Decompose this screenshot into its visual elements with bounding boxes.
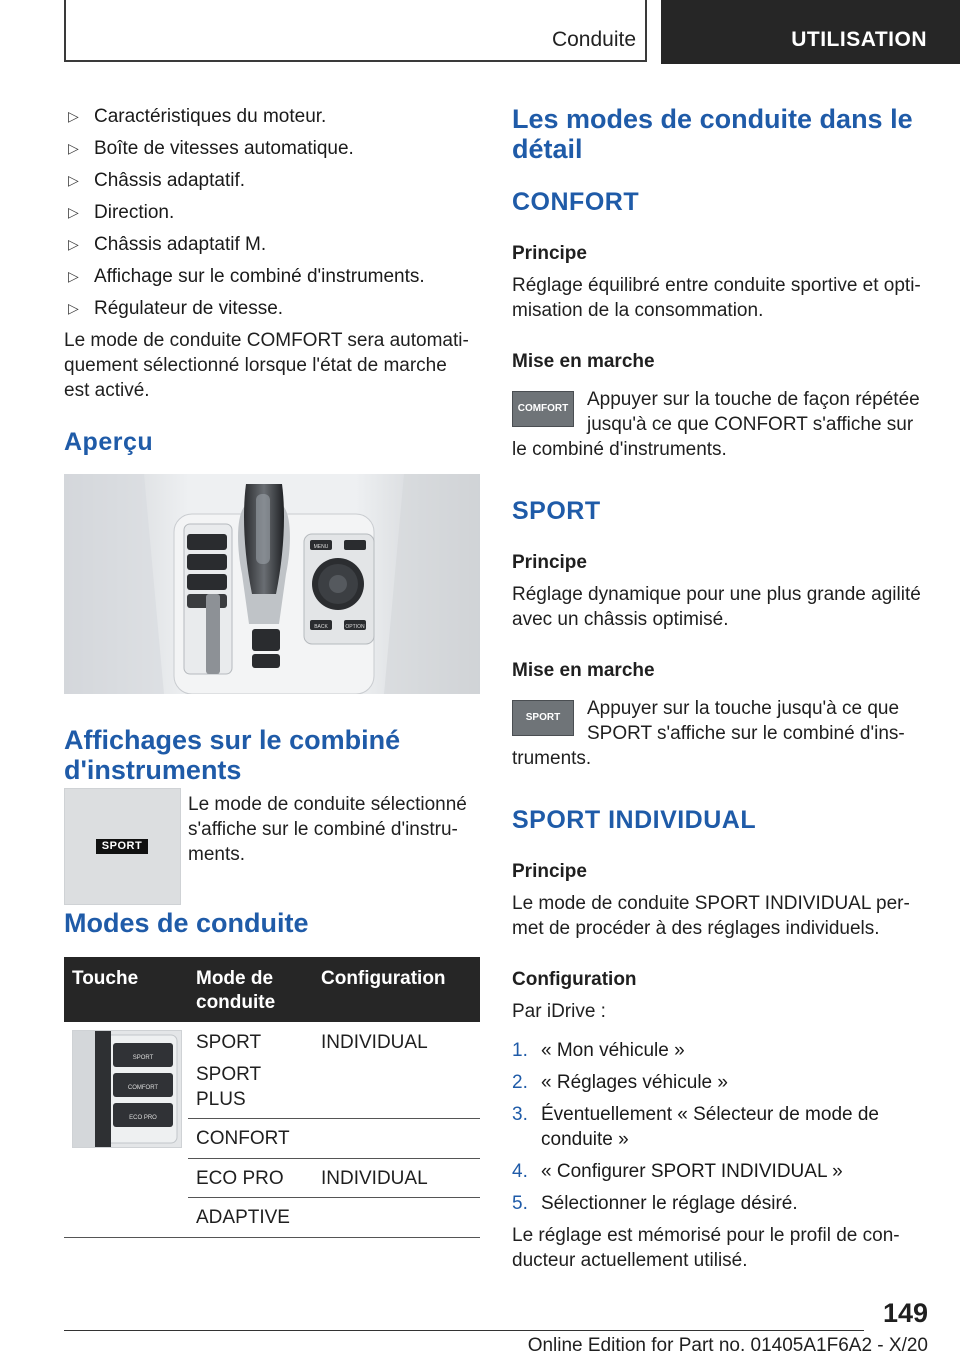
sport-key-image: SPORT bbox=[512, 700, 574, 736]
step-item: 4. « Configurer SPORT INDIVIDUAL » bbox=[512, 1161, 843, 1182]
key-label-sport: SPORT bbox=[132, 1055, 154, 1061]
confort-mise-label: Mise en marche bbox=[512, 351, 655, 372]
instrument-cluster-thumbnail bbox=[64, 788, 181, 905]
modes-heading: Modes de conduite bbox=[64, 908, 309, 938]
mode-keys-image bbox=[72, 1030, 182, 1148]
driving-modes-table bbox=[64, 957, 480, 1228]
bullet-item: ▷ Boîte de vitesses automatique. bbox=[68, 138, 354, 159]
step-item: 3. Éventuellement « Sélecteur de mode de conduite » bbox=[512, 1104, 879, 1150]
sport-individual-heading: SPORT INDIVIDUAL bbox=[512, 806, 757, 834]
footer-edition: Online Edition for Part no. 01405A1F6A2 - X/20 bbox=[527, 1335, 928, 1356]
center-console-photo bbox=[64, 474, 480, 694]
sport-mise-tail: truments. bbox=[512, 748, 592, 769]
page-number: 149 bbox=[882, 1298, 928, 1328]
mode-cell: ECO PRO bbox=[196, 1168, 284, 1189]
table-bottom-rule bbox=[64, 1237, 480, 1238]
mode-cell: CONFORT bbox=[196, 1128, 290, 1149]
header-chapter-title: UTILISATION bbox=[791, 28, 927, 51]
mode-cell: SPORT SPORT PLUS bbox=[196, 1032, 262, 1110]
bullet-item: ▷ Châssis adaptatif. bbox=[68, 170, 246, 191]
confort-principe-label: Principe bbox=[512, 243, 587, 264]
sport-principe-label: Principe bbox=[512, 552, 587, 573]
key-label-comfort: COMFORT bbox=[127, 1085, 159, 1091]
menu-key-label: MENU bbox=[313, 544, 329, 550]
configuration-steps bbox=[512, 1038, 928, 1223]
table-header bbox=[64, 957, 480, 1022]
closing-paragraph: Le réglage est mémorisé pour le profil de con- ducteur actuellement utilisé. bbox=[512, 1225, 900, 1271]
comfort-key-image: COMFORT bbox=[512, 391, 574, 427]
apercu-heading: Aperçu bbox=[64, 428, 154, 456]
confort-mise-text: Appuyer sur la touche de façon répétée jusqu'à ce que CONFORT s'affiche sur bbox=[587, 389, 920, 435]
sport-heading: SPORT bbox=[512, 497, 601, 525]
triangle-bullet-icon: ▷ bbox=[68, 204, 79, 220]
footer-rule bbox=[64, 1330, 864, 1331]
par-idrive-text: Par iDrive : bbox=[512, 1001, 606, 1022]
row-divider bbox=[188, 1118, 480, 1119]
detail-main-heading: Les modes de conduite dans le détail bbox=[512, 104, 913, 164]
col-header-mode: Mode de conduite bbox=[196, 968, 276, 1013]
confort-mise-tail: le combiné d'instruments. bbox=[512, 439, 727, 460]
confort-principe-text: Réglage équilibré entre conduite sportive et opti- misation de la consommation. bbox=[512, 275, 921, 321]
affichages-paragraph: Le mode de conduite sélectionné s'affiche sur le combiné d'instru- ments. bbox=[188, 794, 467, 865]
affichages-heading: Affichages sur le combiné d'instruments bbox=[64, 725, 401, 785]
sport-mise-text: Appuyer sur la touche jusqu'à ce que SPORT s'affiche sur le combiné d'ins- bbox=[587, 698, 905, 744]
mode-cell: ADAPTIVE bbox=[196, 1207, 290, 1228]
step-item: 2. « Réglages véhicule » bbox=[512, 1072, 728, 1093]
bullet-item: ▷ Caractéristiques du moteur. bbox=[68, 106, 327, 127]
sport-individual-principe-text: Le mode de conduite SPORT INDIVIDUAL per- met de procéder à des réglages individuels. bbox=[512, 893, 910, 939]
back-key-label: BACK bbox=[314, 624, 328, 630]
sport-mise-label: Mise en marche bbox=[512, 660, 655, 681]
bullet-item: ▷ Régulateur de vitesse. bbox=[68, 298, 284, 319]
triangle-bullet-icon: ▷ bbox=[68, 108, 79, 124]
row-divider bbox=[188, 1158, 480, 1159]
option-key-label: OPTION bbox=[345, 624, 365, 630]
sport-mode-badge: SPORT bbox=[96, 839, 148, 854]
row-divider bbox=[188, 1197, 480, 1198]
sport-principe-text: Réglage dynamique pour une plus grande agilité avec un châssis optimisé. bbox=[512, 584, 921, 630]
configuration-label: Configuration bbox=[512, 969, 637, 990]
triangle-bullet-icon: ▷ bbox=[68, 140, 79, 156]
confort-heading: CONFORT bbox=[512, 188, 640, 216]
triangle-bullet-icon: ▷ bbox=[68, 236, 79, 252]
sport-individual-principe-label: Principe bbox=[512, 861, 587, 882]
triangle-bullet-icon: ▷ bbox=[68, 172, 79, 188]
col-header-config: Configuration bbox=[321, 968, 446, 989]
bullet-item: ▷ Affichage sur le combiné d'instruments. bbox=[68, 266, 425, 287]
key-label-ecopro: ECO PRO bbox=[129, 1115, 157, 1121]
bullet-item: ▷ Direction. bbox=[68, 202, 175, 223]
step-item: 1. « Mon véhicule » bbox=[512, 1040, 685, 1061]
config-cell: INDIVIDUAL bbox=[321, 1032, 428, 1053]
config-cell: INDIVIDUAL bbox=[321, 1168, 428, 1189]
comfort-default-paragraph: Le mode de conduite COMFORT sera automati- quement sélectionné lorsque l'état de marche est activé. bbox=[64, 330, 469, 401]
bullet-item: ▷ Châssis adaptatif M. bbox=[68, 234, 267, 255]
feature-bullet-list bbox=[64, 104, 480, 328]
step-item: 5. Sélectionner le réglage désiré. bbox=[512, 1193, 798, 1214]
triangle-bullet-icon: ▷ bbox=[68, 300, 79, 316]
col-header-touche: Touche bbox=[72, 968, 139, 989]
triangle-bullet-icon: ▷ bbox=[68, 268, 79, 284]
header-section-title: Conduite bbox=[551, 28, 636, 51]
